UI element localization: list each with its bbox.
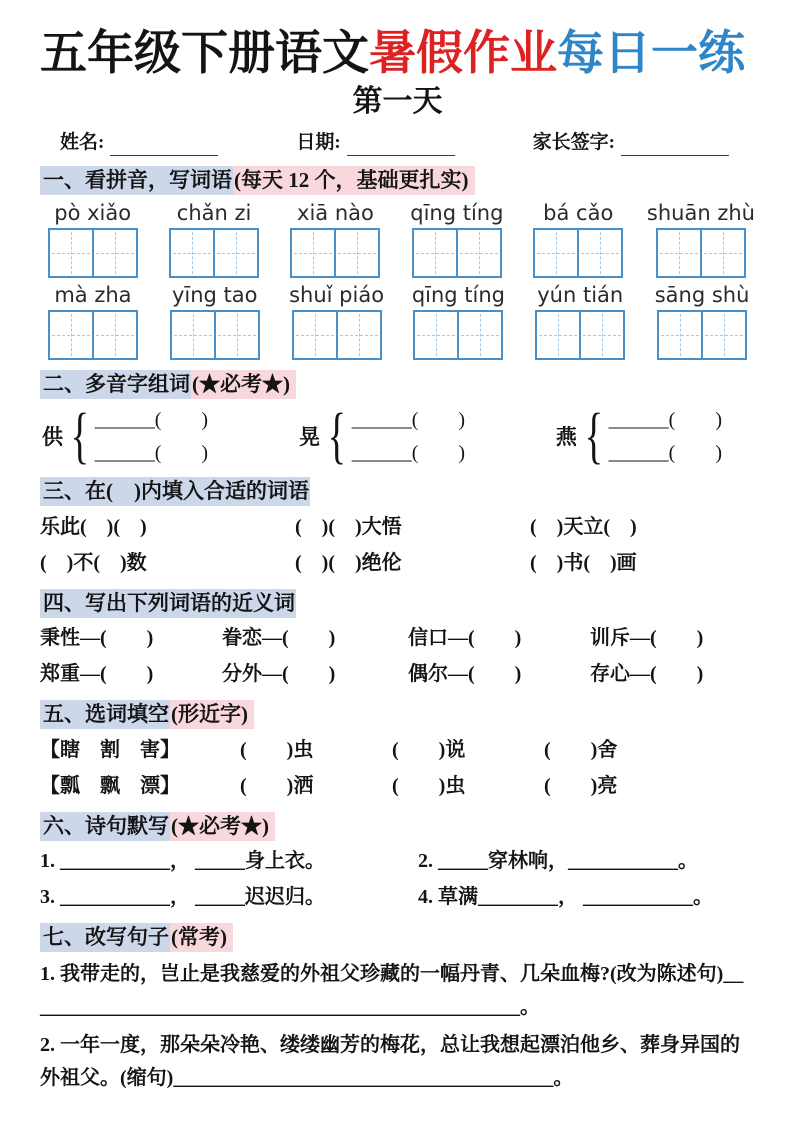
writing-grid <box>292 310 382 360</box>
pinyin-word: xiā nào <box>297 200 374 225</box>
synonym-item: 郑重—( ) <box>40 663 154 686</box>
synonym-item: 眷恋—( ) <box>222 627 336 650</box>
rewrite-question-1: 1. 我带走的，岂止是我慈爱的外祖父珍藏的一幅丹青、几朵血梅?(改为陈述句)__________________________________________________。 <box>40 963 744 1018</box>
section-7-title: 七、改写句子 <box>40 923 170 952</box>
writing-grid <box>48 228 138 278</box>
section-1-header <box>40 165 755 195</box>
section-5-title: 五、选词填空 <box>40 700 170 729</box>
pinyin-word: shuǐ piáo <box>289 282 385 307</box>
section-7-header <box>40 922 755 952</box>
pinyin-word: pò xiǎo <box>54 200 132 225</box>
polyphone-row <box>42 402 722 471</box>
polyphone-blanks <box>352 408 465 465</box>
synonym-row <box>40 623 755 654</box>
info-row <box>60 130 755 157</box>
polyphone-char: 供 <box>42 425 63 450</box>
section-2-title: 二、多音字组词 <box>40 370 191 399</box>
pinyin-cell <box>404 201 509 278</box>
word-choice-row <box>40 735 755 766</box>
day-heading: 第一天 <box>352 84 443 118</box>
polyphone-entry <box>555 402 722 471</box>
word-choice-item: ( )虫 <box>240 738 314 761</box>
section-6-header <box>40 811 755 841</box>
section-5-header <box>40 699 755 729</box>
writing-grid <box>169 228 259 278</box>
poem-row <box>40 882 755 913</box>
idiom-item: ( )天立( ) <box>530 515 637 538</box>
polyphone-char: 晃 <box>298 425 320 450</box>
writing-grid <box>533 228 623 278</box>
section-6-title: 六、诗句默写 <box>40 812 170 841</box>
word-choice-item: ( )虫 <box>392 774 466 797</box>
date-label: 日期: <box>296 131 341 153</box>
section-7-note: (常考) <box>170 923 233 952</box>
fill-idiom-row <box>40 548 755 579</box>
title-part-red: 暑假作业 <box>369 26 557 79</box>
brace-icon: { <box>327 402 347 471</box>
section-4-header <box>40 588 755 618</box>
blank-with-paren: ______( ) <box>351 408 466 431</box>
date-blank <box>347 133 455 156</box>
pinyin-word: mà zha <box>54 282 132 307</box>
title-part-black: 五年级下册语文 <box>40 26 369 79</box>
synonym-item: 训斥—( ) <box>590 627 704 650</box>
rewrite-question-2: 2. 一年一度，那朵朵冷艳、缕缕幽芳的梅花，总让我想起漂泊他乡、葬身异国的外祖父。(缩句)______________________________________。 <box>40 1034 740 1089</box>
idiom-item: ( )书( )画 <box>530 551 637 574</box>
word-choice-item: ( )亮 <box>544 774 618 797</box>
poem-row <box>40 846 755 877</box>
section-2-header <box>40 369 755 399</box>
writing-grid <box>412 228 502 278</box>
polyphone-char: 燕 <box>555 425 577 450</box>
section-3-header <box>40 476 755 506</box>
synonym-item: 分外—( ) <box>222 663 336 686</box>
section-5-note: (形近字) <box>170 700 254 729</box>
synonym-item: 信口—( ) <box>408 627 522 650</box>
blank-with-paren: ______( ) <box>608 441 722 464</box>
pinyin-word: qīng tíng <box>411 282 505 307</box>
idiom-item: ( )( )大悟 <box>295 515 402 538</box>
section-3-title: 三、在( )内填入合适的词语 <box>40 477 310 506</box>
name-blank <box>110 133 218 156</box>
signature-label: 家长签字: <box>532 131 615 153</box>
polyphone-blanks <box>95 408 208 465</box>
section-4-title: 四、写出下列词语的近义词 <box>40 589 296 618</box>
writing-grid <box>656 228 746 278</box>
writing-grid <box>535 310 625 360</box>
page-title <box>40 26 755 81</box>
pinyin-cell <box>526 201 631 278</box>
section-1-title: 一、看拼音，写词语 <box>40 166 233 195</box>
pinyin-word: yīng tao <box>171 282 258 307</box>
writing-grid <box>170 310 260 360</box>
name-label: 姓名: <box>60 131 105 153</box>
brace-icon: { <box>70 402 90 471</box>
blank-with-paren: ______( ) <box>608 408 722 431</box>
synonym-item: 存心—( ) <box>590 663 704 686</box>
writing-grid <box>48 310 138 360</box>
section-6-note: (★必考★) <box>170 812 275 841</box>
name-field <box>60 130 218 157</box>
pinyin-cell <box>647 201 755 278</box>
date-field <box>296 130 454 157</box>
blank-with-paren: ______( ) <box>351 441 466 464</box>
pinyin-word: qīng tíng <box>410 200 504 225</box>
polyphone-blanks <box>609 408 722 465</box>
fill-idiom-row <box>40 512 755 543</box>
word-choice-bracket: 【瞎 割 害】 <box>40 738 180 761</box>
polyphone-entry <box>42 402 209 471</box>
pinyin-cell <box>649 283 755 360</box>
signature-blank <box>621 133 729 156</box>
signature-field <box>533 130 729 157</box>
writing-grid <box>413 310 503 360</box>
word-choice-bracket: 【瓢 飘 漂】 <box>40 774 180 797</box>
pinyin-cell <box>162 283 268 360</box>
blank-with-paren: ______( ) <box>94 441 209 464</box>
poem-item: 2. _____穿林响，___________。 <box>418 850 698 873</box>
writing-grid <box>290 228 380 278</box>
pinyin-row-1 <box>40 201 755 278</box>
polyphone-entry <box>298 402 466 471</box>
pinyin-cell <box>527 283 633 360</box>
synonym-item: 秉性—( ) <box>40 627 154 650</box>
pinyin-word: bá cǎo <box>543 200 614 225</box>
writing-grid <box>657 310 747 360</box>
word-choice-item: ( )洒 <box>240 774 314 797</box>
pinyin-cell <box>406 283 512 360</box>
pinyin-cell <box>40 201 145 278</box>
section-2-note: (★必考★) <box>191 370 296 399</box>
synonym-item: 偶尔—( ) <box>408 663 522 686</box>
idiom-item: ( )不( )数 <box>40 551 147 574</box>
brace-icon: { <box>584 402 604 471</box>
idiom-item: 乐此( )( ) <box>40 515 147 538</box>
pinyin-row-2 <box>40 283 755 360</box>
pinyin-cell <box>40 283 146 360</box>
word-choice-row <box>40 771 755 802</box>
pinyin-cell <box>283 201 388 278</box>
pinyin-word: yún tián <box>537 282 624 307</box>
title-part-blue: 每日一练 <box>557 26 745 79</box>
poem-item: 1. ___________， _____身上衣。 <box>40 850 325 873</box>
section-1-note: (每天 12 个，基础更扎实) <box>233 166 475 195</box>
pinyin-word: sāng shù <box>654 282 750 307</box>
blank-with-paren: ______( ) <box>94 408 209 431</box>
pinyin-word: chǎn zi <box>176 200 252 225</box>
pinyin-cell <box>284 283 390 360</box>
poem-item: 3. ___________， _____迟迟归。 <box>40 886 325 909</box>
word-choice-item: ( )说 <box>392 738 466 761</box>
pinyin-cell <box>161 201 266 278</box>
poem-item: 4. 草满________， ___________。 <box>418 886 713 909</box>
word-choice-item: ( )舍 <box>544 738 618 761</box>
idiom-item: ( )( )绝伦 <box>295 551 402 574</box>
synonym-row <box>40 659 755 690</box>
pinyin-word: shuān zhù <box>646 200 755 225</box>
